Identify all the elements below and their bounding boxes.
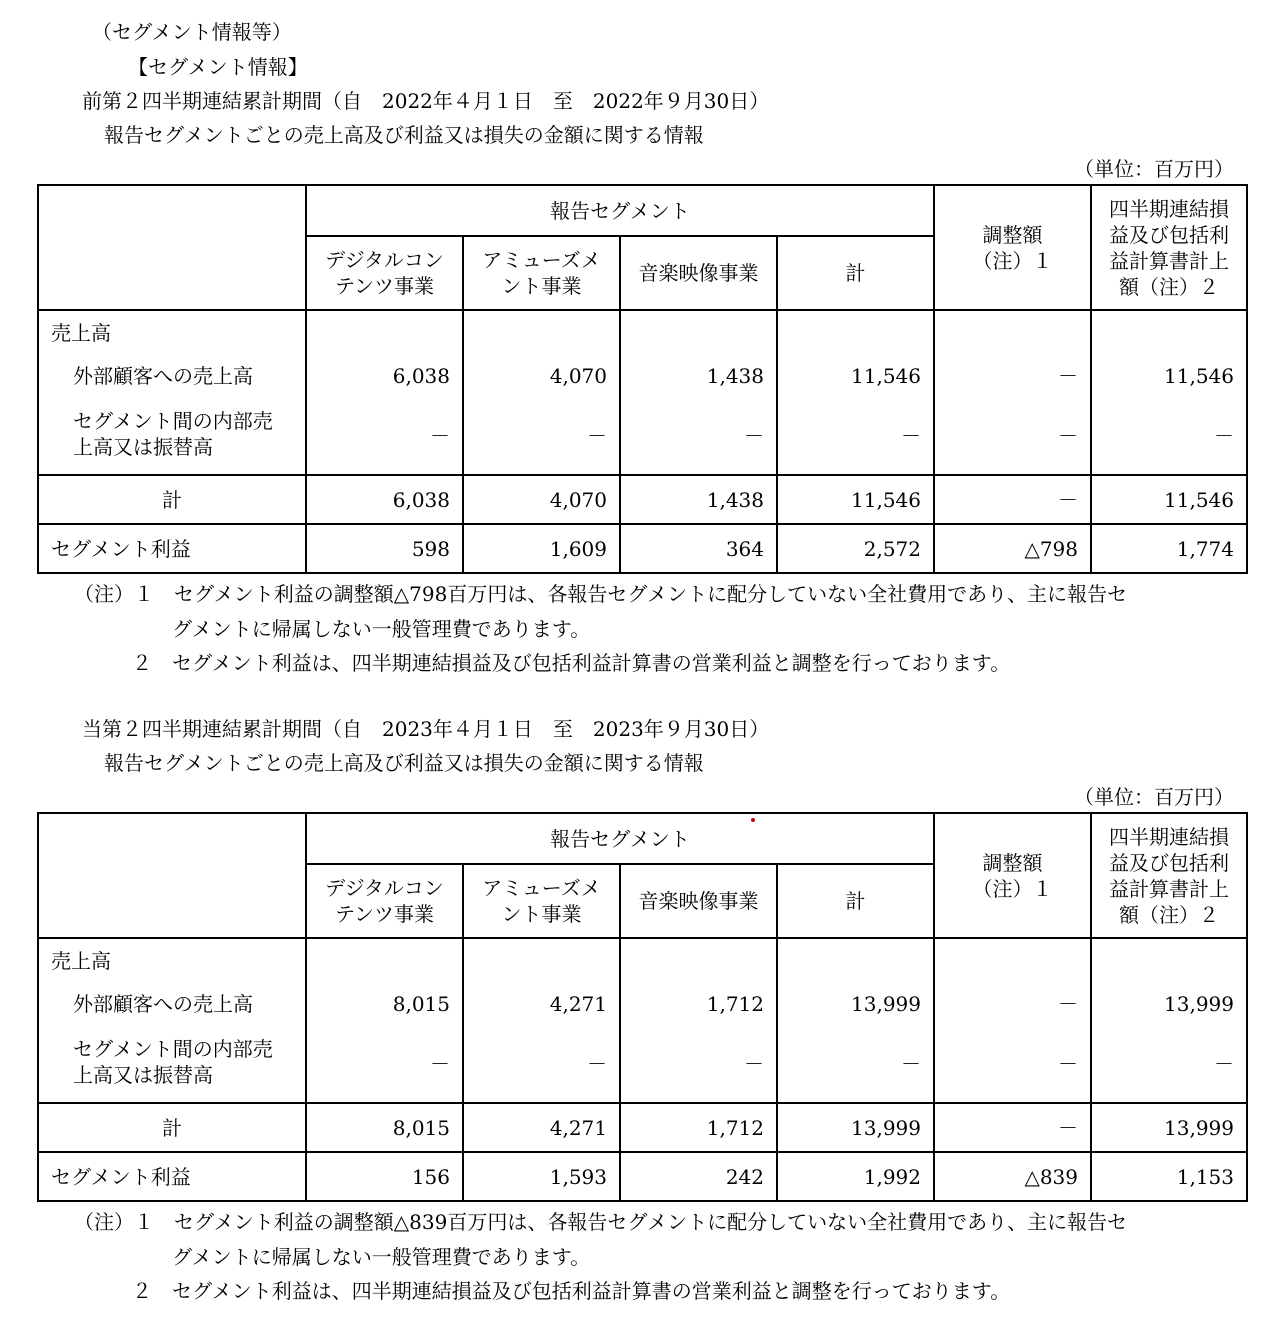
cell-value: 4,271 xyxy=(463,1103,620,1152)
cell-value: 11,546 xyxy=(777,475,934,524)
row-label-sales: 売上高 xyxy=(38,938,306,982)
cell-value: － xyxy=(620,398,777,475)
row-label-intersegment: セグメント間の内部売 上高又は振替高 xyxy=(38,1026,306,1103)
row-label-sales: 売上高 xyxy=(38,310,306,354)
cell-value: 1,774 xyxy=(1091,524,1247,573)
table-row xyxy=(38,524,1247,573)
cell-value: － xyxy=(934,1103,1091,1152)
table-subtitle: 報告セグメントごとの売上高及び利益又は損失の金額に関する情報 xyxy=(104,751,704,775)
header-music-video: 音楽映像事業 xyxy=(620,864,777,938)
header-blank-cell xyxy=(38,185,306,310)
cell-value: － xyxy=(934,354,1091,398)
note-2: ２ セグメント利益は、四半期連結損益及び包括利益計算書の営業利益と調整を行っております。 xyxy=(132,1279,1011,1303)
note-1: （注）１ セグメント利益の調整額△798百万円は、各報告セグメントに配分していない全社費用であり、主に報告セ xyxy=(74,582,1128,606)
cell-value: 4,070 xyxy=(463,354,620,398)
table-row xyxy=(38,1103,1247,1152)
cell-value: 1,593 xyxy=(463,1152,620,1201)
cell-value: － xyxy=(306,398,463,475)
cell-value: △839 xyxy=(934,1152,1091,1201)
cell-value: 4,070 xyxy=(463,475,620,524)
marker-dot xyxy=(751,818,755,822)
cell-value: 8,015 xyxy=(306,1103,463,1152)
period-title: 前第２四半期連結累計期間（自 2022年４月１日 至 2022年９月30日） xyxy=(82,89,770,113)
cell-value: 6,038 xyxy=(306,354,463,398)
segment-table-prior xyxy=(37,184,1248,574)
header-reporting-segment: 報告セグメント xyxy=(306,185,934,236)
cell-value: 1,609 xyxy=(463,524,620,573)
header-consolidated: 四半期連結損 益及び包括利 益計算書計上 額（注）２ xyxy=(1091,185,1247,310)
header-total: 計 xyxy=(777,236,934,310)
cell-value: 8,015 xyxy=(306,982,463,1026)
section-heading: （セグメント情報等） xyxy=(92,20,292,44)
cell-value: － xyxy=(777,1026,934,1103)
cell-value: 1,153 xyxy=(1091,1152,1247,1201)
cell-value: 1,712 xyxy=(620,982,777,1026)
header-reporting-segment: 報告セグメント xyxy=(306,813,934,864)
header-adjustment: 調整額 （注）１ xyxy=(934,813,1091,938)
note-1: （注）１ セグメント利益の調整額△839百万円は、各報告セグメントに配分していない全社費用であり、主に報告セ xyxy=(74,1210,1128,1234)
row-label-total: 計 xyxy=(38,475,306,524)
header-music-video: 音楽映像事業 xyxy=(620,236,777,310)
cell-value: 2,572 xyxy=(777,524,934,573)
table-row xyxy=(38,1152,1247,1201)
cell-value: － xyxy=(620,1026,777,1103)
cell-value: － xyxy=(934,1026,1091,1103)
cell-value: 13,999 xyxy=(1091,982,1247,1026)
cell-value: 4,271 xyxy=(463,982,620,1026)
cell-value: 11,546 xyxy=(777,354,934,398)
cell-value: 242 xyxy=(620,1152,777,1201)
table-row xyxy=(38,398,1247,475)
row-label-intersegment: セグメント間の内部売 上高又は振替高 xyxy=(38,398,306,475)
cell-value: 156 xyxy=(306,1152,463,1201)
cell-value: 364 xyxy=(620,524,777,573)
table-subtitle: 報告セグメントごとの売上高及び利益又は損失の金額に関する情報 xyxy=(104,123,704,147)
header-consolidated: 四半期連結損 益及び包括利 益計算書計上 額（注）２ xyxy=(1091,813,1247,938)
header-blank-cell xyxy=(38,813,306,938)
cell-value: － xyxy=(306,1026,463,1103)
table-row xyxy=(38,1026,1247,1103)
table-row xyxy=(38,982,1247,1026)
note-2: ２ セグメント利益は、四半期連結損益及び包括利益計算書の営業利益と調整を行っております。 xyxy=(132,651,1011,675)
row-label-segment-profit: セグメント利益 xyxy=(38,524,306,573)
row-label-segment-profit: セグメント利益 xyxy=(38,1152,306,1201)
cell-value: 13,999 xyxy=(777,1103,934,1152)
table-row xyxy=(38,475,1247,524)
cell-value: － xyxy=(934,475,1091,524)
cell-value: △798 xyxy=(934,524,1091,573)
unit-label: （単位：百万円） xyxy=(1074,157,1234,181)
header-total: 計 xyxy=(777,864,934,938)
note-1-continued: グメントに帰属しない一般管理費であります。 xyxy=(172,1245,591,1269)
header-digital-contents: デジタルコン テンツ事業 xyxy=(306,864,463,938)
segment-table-current xyxy=(37,812,1248,1202)
cell-value: 13,999 xyxy=(1091,1103,1247,1152)
cell-value: 11,546 xyxy=(1091,354,1247,398)
cell-value: － xyxy=(1091,398,1247,475)
cell-value: 1,992 xyxy=(777,1152,934,1201)
cell-value: 11,546 xyxy=(1091,475,1247,524)
cell-value: － xyxy=(463,1026,620,1103)
row-label-external: 外部顧客への売上高 xyxy=(38,982,306,1026)
cell-value: 1,438 xyxy=(620,475,777,524)
cell-value: 13,999 xyxy=(777,982,934,1026)
header-digital-contents: デジタルコン テンツ事業 xyxy=(306,236,463,310)
unit-label: （単位：百万円） xyxy=(1074,785,1234,809)
cell-value: － xyxy=(1091,1026,1247,1103)
cell-value: － xyxy=(934,398,1091,475)
row-label-external: 外部顧客への売上高 xyxy=(38,354,306,398)
cell-value: － xyxy=(934,982,1091,1026)
cell-value: 598 xyxy=(306,524,463,573)
row-label-total: 計 xyxy=(38,1103,306,1152)
cell-value: 1,438 xyxy=(620,354,777,398)
section-subheading: 【セグメント情報】 xyxy=(128,55,308,79)
header-amusement: アミューズメ ント事業 xyxy=(463,236,620,310)
header-amusement: アミューズメ ント事業 xyxy=(463,864,620,938)
cell-value: 6,038 xyxy=(306,475,463,524)
period-title: 当第２四半期連結累計期間（自 2023年４月１日 至 2023年９月30日） xyxy=(82,717,770,741)
header-adjustment: 調整額 （注）１ xyxy=(934,185,1091,310)
table-row xyxy=(38,354,1247,398)
note-1-continued: グメントに帰属しない一般管理費であります。 xyxy=(172,617,591,641)
cell-value: － xyxy=(777,398,934,475)
cell-value: － xyxy=(463,398,620,475)
cell-value: 1,712 xyxy=(620,1103,777,1152)
